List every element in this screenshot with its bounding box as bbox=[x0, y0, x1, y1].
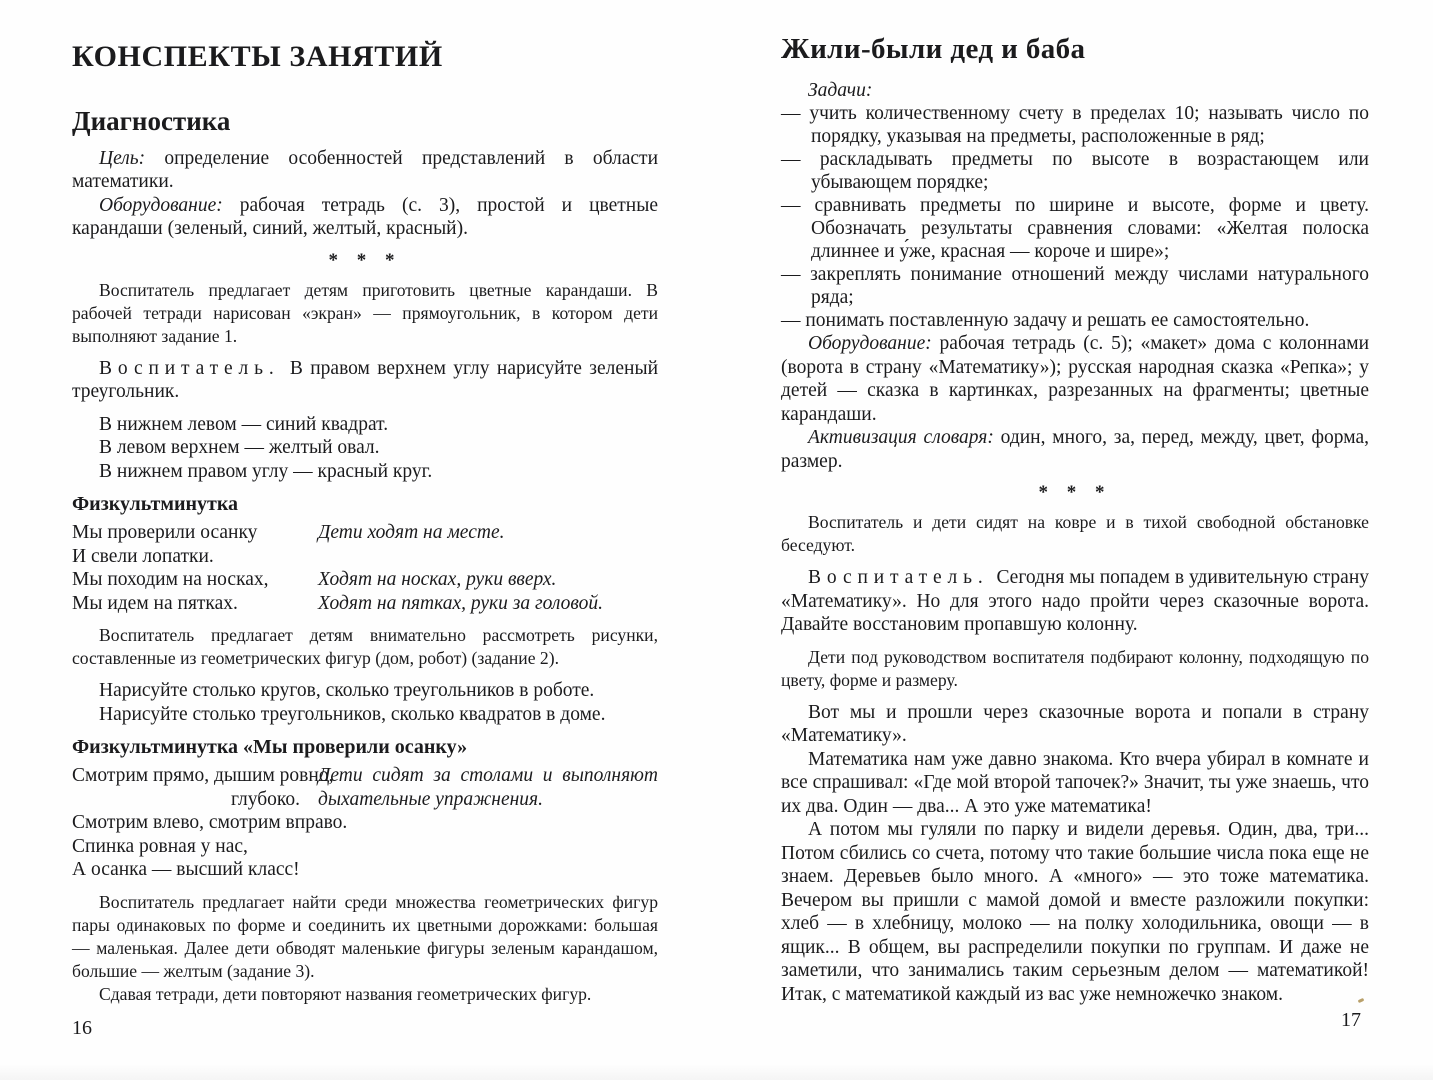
equipment-paragraph bbox=[72, 194, 658, 241]
lesson-title: Жили-были дед и баба bbox=[781, 33, 1086, 65]
section-title-diagnostika: Диагностика bbox=[72, 106, 231, 136]
verse-line: А осанка — высший класс! bbox=[72, 859, 300, 881]
verse-line: Смотрим влево, смотрим вправо. bbox=[72, 812, 348, 834]
objective-item: — закреплять понимание отношений между числами натурального ряда; bbox=[781, 264, 1369, 309]
verse-row bbox=[72, 521, 658, 545]
chapter-title: КОНСПЕКТЫ ЗАНЯТИЙ bbox=[72, 40, 443, 73]
equipment-label: Оборудование: bbox=[808, 333, 932, 355]
instruction-line: В нижнем левом — синий квадрат. bbox=[99, 413, 389, 435]
objectives-label: Задачи: bbox=[808, 79, 873, 101]
verse-line: Мы проверили осанку bbox=[72, 522, 258, 544]
verse-action bbox=[318, 545, 658, 569]
verse-line: глубоко. bbox=[230, 788, 300, 810]
vocabulary-text: один, много, за, перед, между, цвет, форма, размер. bbox=[781, 427, 1369, 472]
instruction-line: В левом верхнем — желтый овал. bbox=[99, 437, 380, 459]
page-number-left: 16 bbox=[72, 1017, 92, 1039]
left-page bbox=[72, 40, 658, 1006]
task-line: Нарисуйте столько кругов, сколько треугольников в роботе. bbox=[99, 680, 595, 702]
verse-row bbox=[72, 568, 658, 592]
page-number-right: 17 bbox=[1341, 1009, 1361, 1031]
objective-item: — учить количественному счету в пределах 10; называть число по порядку, указывая на предметы, расположенные в ряд; bbox=[781, 103, 1369, 148]
instruction-lines bbox=[72, 413, 658, 484]
asterisk-separator: * * * bbox=[328, 249, 402, 271]
goal-label: Цель: bbox=[99, 147, 146, 169]
goal-text: определение особенностей представлений в области математики. bbox=[72, 147, 659, 193]
warmup2-title: Физкультминутка «Мы проверили осанку» bbox=[72, 736, 468, 759]
body-paragraph: Вот мы и прошли через сказочные ворота и попали в страну «Математику». bbox=[781, 701, 1369, 747]
verse-action: Ходят на носках, руки вверх. bbox=[318, 569, 557, 591]
body-paragraph: Математика нам уже давно знакома. Кто вчера убирал в комнате и все спрашивал: «Где мой второй тапочек?» Значит, ты уже знаешь, что их два. Один — два... А это уже математика! bbox=[781, 748, 1369, 817]
objectives-list bbox=[781, 102, 1369, 332]
task-lines bbox=[72, 679, 658, 726]
equipment-label: Оборудование: bbox=[99, 194, 223, 216]
warmup1-verse bbox=[72, 521, 658, 615]
stage-direction: Воспитатель предлагает найти среди множества геометрических фигур пары одинаковых по форме и соединить их цветными дорожками: большая — маленькая. Далее дети обводят маленькие фигуры зеленым карандашом, большие — желтым (задание 3). bbox=[72, 891, 658, 981]
dialogue-paragraph bbox=[781, 566, 1369, 637]
objective-item: — сравнивать предметы по ширине и высоте, форме и цвету. Обозначать результаты сравнения словами: «Желтая полоска длиннее и у́же, красная — короче и шире»; bbox=[781, 195, 1369, 263]
stage-direction: Дети под руководством воспитателя подбирают колонну, подходящую по цвету, форме и размеру. bbox=[781, 646, 1369, 690]
verse-line: Спинка ровная у нас, bbox=[72, 835, 248, 857]
vocabulary-paragraph bbox=[781, 426, 1369, 473]
verse-action: Ходят на пятках, руки за головой. bbox=[318, 592, 603, 614]
vocabulary-label: Активизация словаря: bbox=[808, 427, 994, 449]
objective-item: — понимать поставленную задачу и решать ее самостоятельно. bbox=[781, 310, 1310, 332]
stage-direction: Воспитатель предлагает детям приготовить цветные карандаши. В рабочей тетради нарисован «экран» — прямоугольник, в котором дети выполняют задание 1. bbox=[72, 279, 658, 346]
equipment-text: рабочая тетрадь (с. 3), простой и цветные карандаши (зеленый, синий, желтый, красный). bbox=[72, 194, 658, 240]
body-paragraph: А потом мы гуляли по парку и видели деревья. Один, два, три... Потом сбились со счета, потому что такие большие числа пока еще не знаем. Деревьев было много. А «много» — это тоже математика. Вечером вы пришли с мамой домой и вместе разложили покупки: хлеб — в хлебницу, молоко — на полку холодильника, овощи — в ящик... В общем, вы распределили покупки по группам. И даже не заметили, что занимались таким серьезным делом — математикой! Итак, с математикой каждый из вас уже немножечко знаком. bbox=[781, 819, 1369, 1005]
equipment-text: рабочая тетрадь (с. 5); «макет» дома с колоннами (ворота в страну «Математику»); русская народная сказка «Репка»; у детей — сказка в картинках, разрезанных на фрагменты; цветные карандаши. bbox=[781, 333, 1370, 425]
stage-direction: Воспитатель и дети сидят на ковре и в тихой свободной обстановке беседуют. bbox=[781, 512, 1369, 556]
verse-row bbox=[72, 545, 658, 569]
dialogue-speaker: Воспитатель. bbox=[808, 567, 989, 589]
verse-row bbox=[72, 592, 658, 616]
objective-item: — раскладывать предметы по высоте в возрастающем или убывающем порядке; bbox=[781, 149, 1369, 194]
verse-line: Мы идем на пятках. bbox=[72, 592, 238, 614]
dialogue-paragraph bbox=[72, 357, 658, 404]
scan-edge-shadow bbox=[0, 1064, 1433, 1080]
stage-direction: Воспитатель предлагает детям внимательно рассмотреть рисунки, составленные из геометрических фигур (дом, робот) (задание 2). bbox=[72, 625, 658, 669]
warmup1-title: Физкультминутка bbox=[72, 493, 239, 516]
dialogue-text: Сегодня мы попадем в удивительную страну «Математику». Но для этого надо пройти через сказочные ворота. Давайте восстановим пропавшую колонну. bbox=[781, 567, 1369, 636]
verse-lines bbox=[72, 764, 348, 882]
dialogue-speaker: Воспитатель. bbox=[99, 357, 280, 379]
asterisk-separator: * * * bbox=[1038, 482, 1112, 504]
verse-line: И свели лопатки. bbox=[72, 545, 214, 567]
right-page bbox=[781, 34, 1369, 1006]
verse-action: Дети сидят за столами и выполняют дыхательные упражнения. bbox=[318, 765, 658, 810]
goal-paragraph bbox=[72, 147, 658, 194]
task-line: Нарисуйте столько треугольников, сколько квадратов в доме. bbox=[99, 703, 606, 725]
verse-action: Дети ходят на месте. bbox=[318, 522, 505, 544]
verse-line: Смотрим прямо, дышим ровно, bbox=[72, 765, 334, 787]
verse-line: Мы походим на носках, bbox=[72, 569, 269, 591]
warmup2-verse bbox=[72, 764, 658, 882]
equipment-paragraph bbox=[781, 332, 1369, 426]
stage-direction: Сдавая тетради, дети повторяют названия геометрических фигур. bbox=[99, 983, 592, 1004]
instruction-line: В нижнем правом углу — красный круг. bbox=[99, 460, 433, 482]
dialogue-text: В правом верхнем углу нарисуйте зеленый треугольник. bbox=[72, 357, 659, 403]
